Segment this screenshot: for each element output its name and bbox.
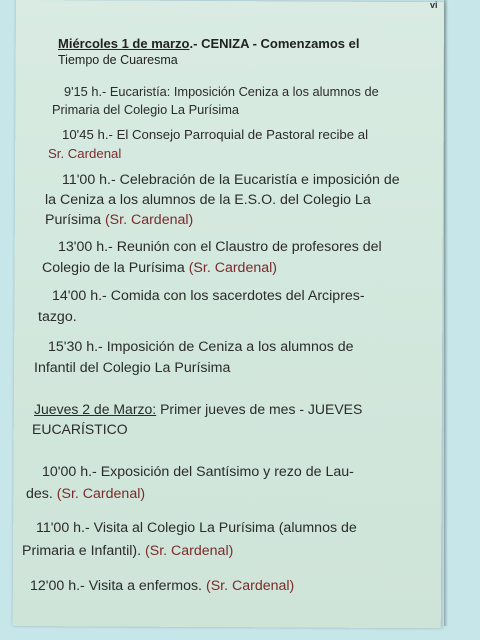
event4-line2 [42, 260, 277, 276]
event3-line3 [45, 212, 193, 228]
event5-line1: 14'00 h.- Comida con los sacerdotes del Arcipres- [52, 288, 365, 304]
day2-date: Jueves 2 de Marzo: [34, 401, 157, 417]
corner-mark: vi [430, 0, 438, 10]
event4-line1: 13'00 h.- Reunión con el Claustro de profesores del [58, 239, 382, 255]
d2-event2-line1: 11'00 h.- Visita al Colegio La Purísima (alumnos de [36, 520, 357, 536]
day2-title: Primer jueves de mes - JUEVES [160, 401, 363, 417]
event3-line2: la Ceniza a los alumnos de la E.S.O. del Colegio La [45, 192, 371, 208]
d2-event2-text: Primaria e Infantil). [22, 543, 142, 559]
d2-event3-text: 12'00 h.- Visita a enfermos. [30, 578, 203, 594]
event2-line1: 10'45 h.- El Consejo Parroquial de Pastoral recibe al [62, 127, 369, 142]
day1-date: Miércoles 1 de marzo [58, 36, 190, 51]
d2-event3-line1 [30, 578, 294, 594]
event3-text: Purísima [45, 212, 101, 228]
d2-event2-line2 [22, 543, 233, 559]
event4-text: Colegio de la Purísima [42, 260, 185, 276]
event6-line2: Infantil del Colegio La Purísima [34, 360, 231, 376]
day1-heading: Miércoles 1 de marzo.- CENIZA - Comenzamos el [58, 36, 360, 51]
d2-event1-guest: (Sr. Cardenal) [56, 486, 146, 502]
day2-heading [34, 401, 362, 417]
d2-event1-line1: 10'00 h.- Exposición del Santísimo y rezo de Lau- [42, 464, 354, 480]
day1-title: CENIZA - Comenzamos el [201, 36, 360, 51]
event1-line1: 9'15 h.- Eucaristía: Imposición Ceniza a los alumnos de [64, 84, 379, 99]
event6-line1: 15'30 h.- Imposición de Ceniza a los alumnos de [48, 339, 354, 355]
page-edge-shadow [444, 0, 448, 626]
event2-guest: Sr. Cardenal [48, 146, 122, 161]
d2-event3-guest: (Sr. Cardenal) [205, 578, 295, 594]
d2-event1-text: des. [26, 486, 53, 502]
d2-event1-line2 [26, 486, 145, 502]
event4-guest: (Sr. Cardenal) [188, 260, 277, 276]
event3-line1: 11'00 h.- Celebración de la Eucaristía e imposición de [62, 172, 400, 188]
day2-title-cont: EUCARÍSTICO [32, 421, 128, 437]
day1-title-cont: Tiempo de Cuaresma [58, 53, 178, 67]
event5-line2: tazgo. [38, 309, 77, 325]
event1-line2: Primaria del Colegio La Purísima [52, 102, 240, 117]
d2-event2-guest: (Sr. Cardenal) [145, 543, 234, 559]
event3-guest: (Sr. Cardenal) [104, 212, 194, 228]
